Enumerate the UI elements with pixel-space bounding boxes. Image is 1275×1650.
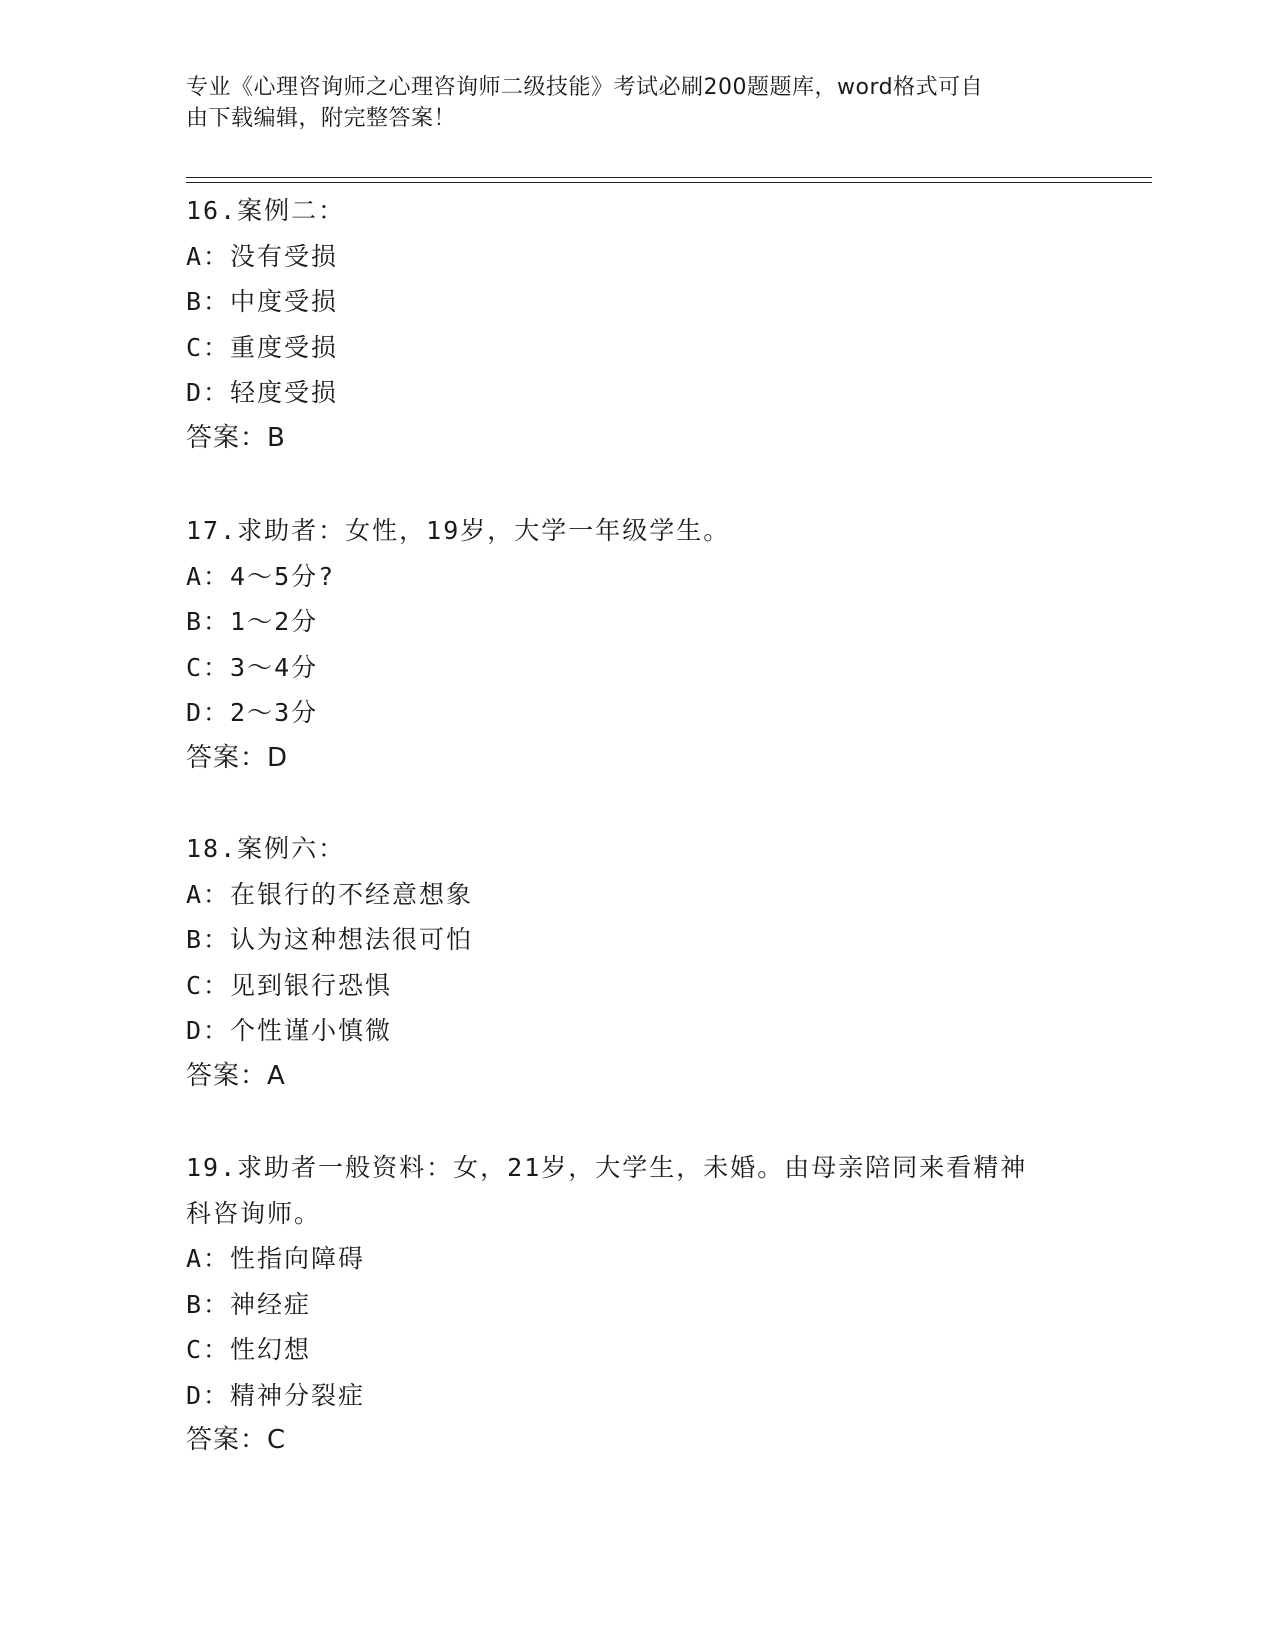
- question-18: [186, 826, 1086, 1099]
- question-17: [186, 508, 1086, 781]
- option-b: B：1～2分: [186, 607, 319, 636]
- header-line-2: 由下载编辑，附完整答案！: [186, 106, 457, 131]
- document-header: [186, 72, 1066, 134]
- header-divider-top: [186, 177, 1152, 178]
- option-d: D：2～3分: [186, 698, 319, 727]
- option-c: C：见到银行恐惧: [186, 970, 393, 1000]
- answer-line: 答案：C: [186, 1425, 287, 1455]
- question-stem-line-2: 科咨询师。: [186, 1198, 322, 1228]
- option-c: C：3～4分: [186, 652, 319, 682]
- question-stem: 18.案例六：: [186, 834, 346, 863]
- option-a: A：没有受损: [186, 241, 339, 271]
- question-19: [186, 1145, 1086, 1464]
- option-d: D：精神分裂症: [186, 1380, 366, 1410]
- answer-line: 答案：A: [186, 1060, 286, 1091]
- option-a: A：4～5分?: [186, 561, 336, 591]
- question-stem: 16.案例二：: [186, 196, 346, 225]
- header-line-1: 专业《心理咨询师之心理咨询师二级技能》考试必刷200题题库，word格式可自: [186, 75, 984, 100]
- question-stem-line-1: 19.求助者一般资料：女，21岁，大学生，未婚。由母亲陪同来看精神: [186, 1153, 1028, 1182]
- option-c: C：性幻想: [186, 1335, 312, 1364]
- question-stem: 17.求助者：女性，19岁，大学一年级学生。: [186, 516, 731, 545]
- option-b: B：中度受损: [186, 287, 339, 316]
- option-b: B：认为这种想法很可怕: [186, 925, 474, 954]
- option-a: A：性指向障碍: [186, 1244, 366, 1273]
- option-d: D：轻度受损: [186, 378, 339, 407]
- header-divider-bottom: [186, 182, 1152, 183]
- option-a: A：在银行的不经意想象: [186, 879, 474, 909]
- answer-line: 答案：B: [186, 422, 286, 453]
- answer-line: 答案：D: [186, 742, 289, 773]
- option-c: C：重度受损: [186, 332, 339, 362]
- question-16: [186, 188, 1086, 461]
- option-b: B：神经症: [186, 1289, 312, 1319]
- option-d: D：个性谨小慎微: [186, 1016, 393, 1045]
